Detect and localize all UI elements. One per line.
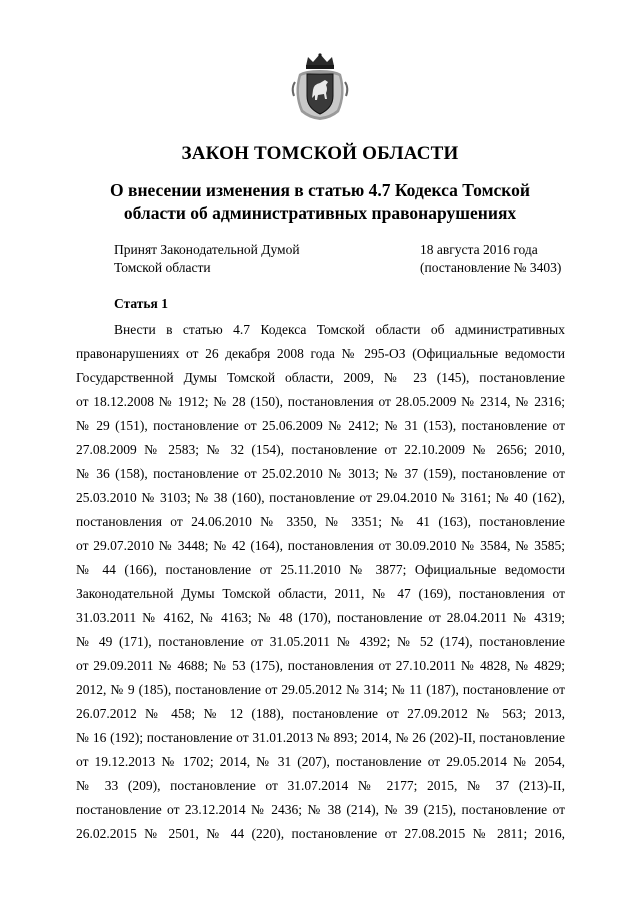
- body-line: 2012, № 9 (185), постановление от 29.05.2012 № 314; № 11 (187), постановление от: [76, 682, 565, 697]
- body-line: 26.07.2012 № 458; № 12 (188), постановление от 27.09.2012 № 563; 2013,: [76, 706, 565, 721]
- body-line: постановления от 24.06.2010 № 3350, № 3351; № 41 (163), постановление: [76, 514, 565, 529]
- body-line: Государственной Думы Томской области, 2009, № 23 (145), постановление: [76, 370, 565, 385]
- body-line: Законодательной Думы Томской области, 2011, № 47 (169), постановления от: [76, 586, 565, 601]
- body-line: от 19.12.2013 № 1702; 2014, № 31 (207), постановление от 29.05.2014 № 2054,: [76, 754, 565, 769]
- subtitle-line: области об административных правонарушениях: [123, 203, 517, 223]
- law-subtitle: [60, 179, 580, 225]
- article-heading: Статья 1: [114, 296, 168, 311]
- date-line: 18 августа 2016 года: [420, 242, 538, 257]
- body-line: № 33 (209), постановление от 31.07.2014 № 2177; 2015, № 37 (213)-II,: [76, 778, 565, 793]
- body-line: Внести в статью 4.7 Кодекса Томской области об административных: [114, 322, 565, 337]
- adopted-by-line: Принят Законодательной Думой: [114, 242, 300, 257]
- body-line: 27.08.2009 № 2583; № 32 (154), постановление от 22.10.2009 № 2656; 2010,: [76, 442, 565, 457]
- subtitle-line: О внесении изменения в статью 4.7 Кодекса Томской: [110, 180, 530, 200]
- body-line: правонарушениях от 26 декабря 2008 года № 295-ОЗ (Официальные ведомости: [76, 346, 565, 361]
- resolution-line: (постановление № 3403): [420, 260, 562, 275]
- adopted-by-line: Томской области: [114, 260, 211, 275]
- body-line: от 18.12.2008 № 1912; № 28 (150), постановления от 28.05.2009 № 2314, № 2316;: [76, 394, 565, 409]
- article-body: [76, 318, 565, 846]
- body-line: 31.03.2011 № 4162, № 4163; № 48 (170), постановление от 28.04.2011 № 4319;: [76, 610, 565, 625]
- tomsk-coat-of-arms-icon: [289, 52, 351, 122]
- adoption-date: [420, 241, 561, 277]
- body-line: от 29.07.2010 № 3448; № 42 (164), постановления от 30.09.2010 № 3584, № 3585;: [76, 538, 565, 553]
- body-line: 25.03.2010 № 3103; № 38 (160), постановление от 29.04.2010 № 3161; № 40 (162),: [76, 490, 565, 505]
- body-line: № 29 (151), постановление от 25.06.2009 № 2412; № 31 (153), постановление от: [76, 418, 565, 433]
- law-title: ЗАКОН ТОМСКОЙ ОБЛАСТИ: [181, 143, 459, 164]
- adoption-body: [114, 241, 300, 277]
- body-line: № 16 (192); постановление от 31.01.2013 № 893; 2014, № 26 (202)-II, постановление: [76, 730, 565, 745]
- body-line: от 29.09.2011 № 4688; № 53 (175), постановления от 27.10.2011 № 4828, № 4829;: [76, 658, 565, 673]
- body-line: 26.02.2015 № 2501, № 44 (220), постановление от 27.08.2015 № 2811; 2016,: [76, 826, 565, 841]
- body-line: постановление от 23.12.2014 № 2436; № 38 (214), № 39 (215), постановление от: [76, 802, 565, 817]
- body-line: № 44 (166), постановление от 25.11.2010 № 3877; Официальные ведомости: [76, 562, 565, 577]
- body-line: № 36 (158), постановление от 25.02.2010 № 3013; № 37 (159), постановление от: [76, 466, 565, 481]
- body-line: № 49 (171), постановление от 31.05.2011 № 4392; № 52 (174), постановление: [76, 634, 565, 649]
